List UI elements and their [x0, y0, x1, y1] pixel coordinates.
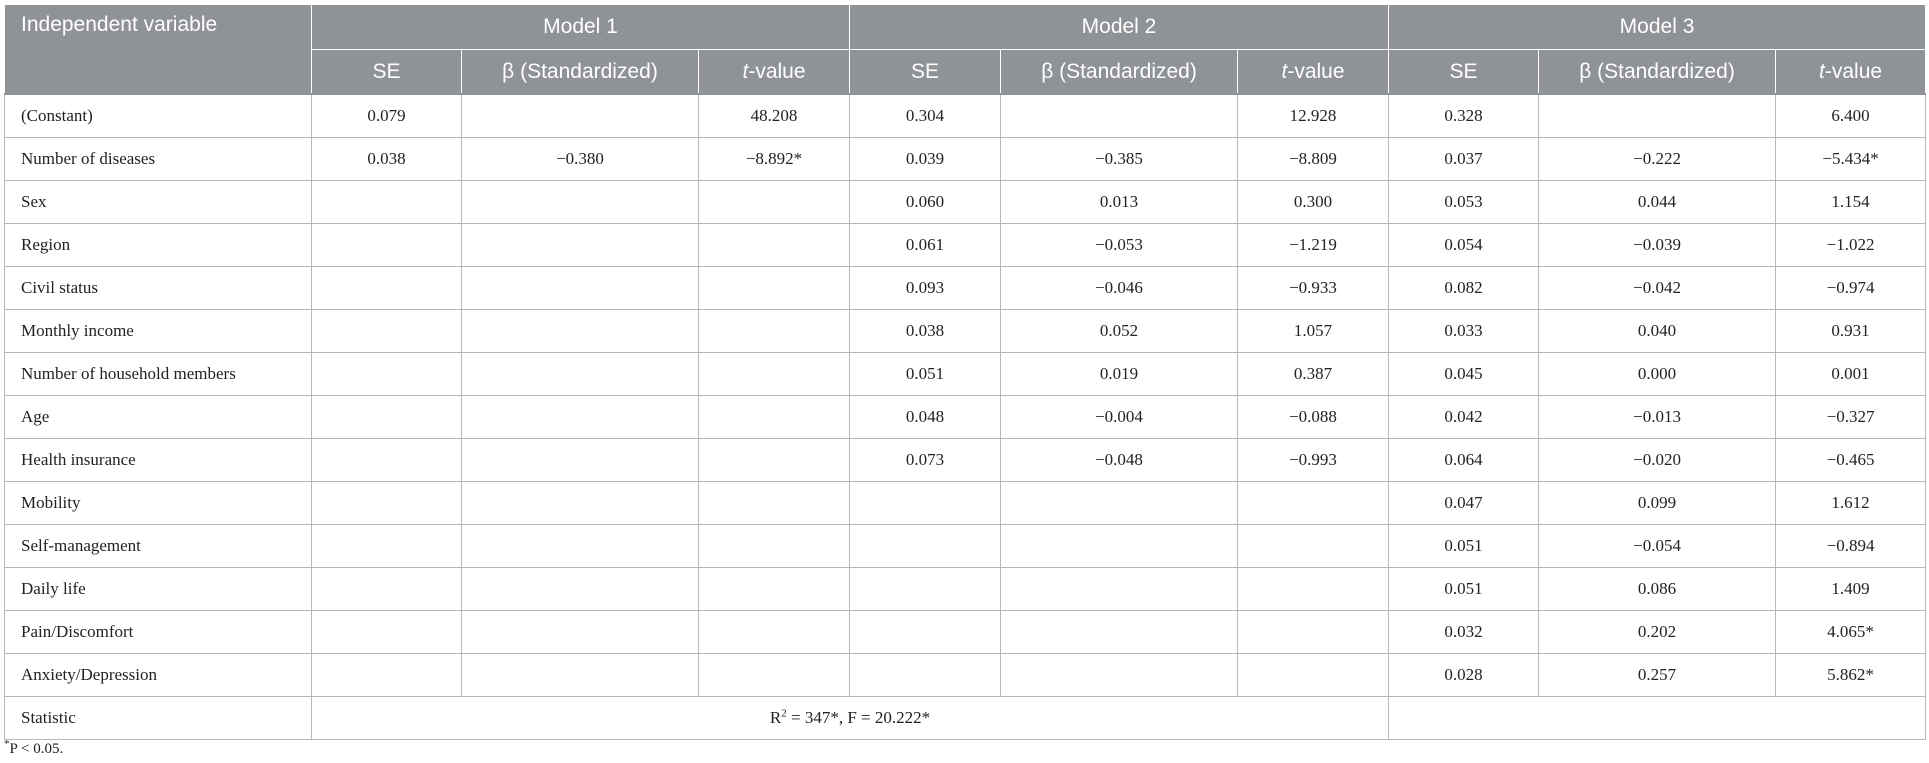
table-cell: [312, 482, 462, 525]
table-cell: 4.065*: [1776, 611, 1926, 654]
table-cell: −0.053: [1001, 224, 1238, 267]
statistic-r-superscript: 2: [781, 707, 787, 720]
table-cell: 0.028: [1389, 654, 1539, 697]
table-cell: 0.064: [1389, 439, 1539, 482]
table-cell: 0.060: [850, 181, 1001, 224]
table-cell: [699, 568, 850, 611]
row-label: Monthly income: [5, 310, 312, 353]
subheader-se: SE: [1389, 50, 1539, 95]
table-cell: 0.931: [1776, 310, 1926, 353]
table-cell: [699, 353, 850, 396]
table-cell: [1001, 525, 1238, 568]
row-label: Sex: [5, 181, 312, 224]
table-cell: [462, 267, 699, 310]
table-cell: [699, 310, 850, 353]
table-cell: 0.052: [1001, 310, 1238, 353]
table-cell: −0.039: [1539, 224, 1776, 267]
table-cell: [462, 353, 699, 396]
table-cell: 0.040: [1539, 310, 1776, 353]
table-body: [5, 94, 1926, 740]
table-cell: −1.219: [1238, 224, 1389, 267]
table-cell: [462, 482, 699, 525]
table-cell: −0.465: [1776, 439, 1926, 482]
table-cell: [462, 396, 699, 439]
table-row: [5, 482, 1926, 525]
table-cell: 0.000: [1539, 353, 1776, 396]
table-row: [5, 181, 1926, 224]
table-cell: 0.387: [1238, 353, 1389, 396]
table-cell: −0.974: [1776, 267, 1926, 310]
table-cell: [699, 224, 850, 267]
subheader-t-rest: -value: [1287, 59, 1345, 83]
row-label: Self-management: [5, 525, 312, 568]
table-cell: 0.001: [1776, 353, 1926, 396]
table-row: [5, 568, 1926, 611]
row-label: Number of household members: [5, 353, 312, 396]
table-cell: 0.051: [1389, 525, 1539, 568]
table-cell: −0.385: [1001, 138, 1238, 181]
table-cell: −8.809: [1238, 138, 1389, 181]
table-row: [5, 611, 1926, 654]
table-cell: −0.046: [1001, 267, 1238, 310]
table-cell: [462, 525, 699, 568]
header-model-3: Model 3: [1389, 5, 1926, 50]
subheader-se: SE: [850, 50, 1001, 95]
table-cell: 0.099: [1539, 482, 1776, 525]
table-cell: 0.079: [312, 94, 462, 138]
table-cell: [699, 396, 850, 439]
header-model-2: Model 2: [850, 5, 1389, 50]
subheader-beta: β (Standardized): [1001, 50, 1238, 95]
table-cell: [699, 611, 850, 654]
table-cell: −0.380: [462, 138, 699, 181]
regression-table: [4, 4, 1926, 740]
table-cell: [1238, 611, 1389, 654]
row-label: Region: [5, 224, 312, 267]
footnote: [4, 738, 64, 758]
table-cell: [462, 310, 699, 353]
table-cell: [312, 439, 462, 482]
table-cell: [699, 654, 850, 697]
table-cell: 1.612: [1776, 482, 1926, 525]
subheader-se: SE: [312, 50, 462, 95]
table-cell: 6.400: [1776, 94, 1926, 138]
table-cell: [699, 439, 850, 482]
table-row: [5, 396, 1926, 439]
subheader-t-value: [1776, 50, 1926, 95]
subheader-t-italic: t: [1281, 59, 1288, 83]
table-cell: [850, 654, 1001, 697]
table-cell: 0.042: [1389, 396, 1539, 439]
statistic-r: R: [769, 708, 782, 727]
table-cell: 0.300: [1238, 181, 1389, 224]
table-cell: 1.057: [1238, 310, 1389, 353]
table-cell: [699, 525, 850, 568]
table-cell: 5.862*: [1776, 654, 1926, 697]
statistic-value: [312, 697, 1389, 740]
table-cell: [1238, 525, 1389, 568]
table-cell: [312, 224, 462, 267]
table-cell: −0.042: [1539, 267, 1776, 310]
row-label: Number of diseases: [5, 138, 312, 181]
table-cell: 0.013: [1001, 181, 1238, 224]
subheader-t-rest: -value: [1824, 59, 1883, 83]
table-cell: [462, 611, 699, 654]
subheader-t-rest: -value: [748, 59, 806, 83]
row-label: Civil status: [5, 267, 312, 310]
table-cell: [312, 181, 462, 224]
table-row: [5, 94, 1926, 138]
table-cell: 0.045: [1389, 353, 1539, 396]
table-row: [5, 525, 1926, 568]
table-cell: 0.047: [1389, 482, 1539, 525]
table-cell: [699, 181, 850, 224]
table-cell: −0.933: [1238, 267, 1389, 310]
table-cell: [1001, 482, 1238, 525]
statistic-label: Statistic: [5, 697, 312, 740]
table-cell: 0.304: [850, 94, 1001, 138]
table-cell: [850, 568, 1001, 611]
statistic-row: [5, 697, 1926, 740]
table-cell: 0.202: [1539, 611, 1776, 654]
table-cell: [462, 181, 699, 224]
table-cell: [850, 482, 1001, 525]
table-cell: −8.892*: [699, 138, 850, 181]
table-cell: 0.086: [1539, 568, 1776, 611]
table-row: [5, 439, 1926, 482]
table-cell: 0.038: [850, 310, 1001, 353]
table-cell: [1001, 654, 1238, 697]
subheader-t-value: [1238, 50, 1389, 95]
table-cell: 48.208: [699, 94, 850, 138]
table-cell: 0.044: [1539, 181, 1776, 224]
table-cell: 0.073: [850, 439, 1001, 482]
table-cell: 0.051: [1389, 568, 1539, 611]
table-cell: 0.257: [1539, 654, 1776, 697]
table-cell: [1238, 568, 1389, 611]
table-cell: −0.088: [1238, 396, 1389, 439]
table-cell: 0.328: [1389, 94, 1539, 138]
table-cell: [462, 224, 699, 267]
table-cell: 0.033: [1389, 310, 1539, 353]
table-cell: 0.039: [850, 138, 1001, 181]
table-cell: −0.222: [1539, 138, 1776, 181]
header-model-1: Model 1: [312, 5, 850, 50]
regression-table-container: [4, 4, 1925, 740]
table-cell: 0.061: [850, 224, 1001, 267]
table-cell: 1.409: [1776, 568, 1926, 611]
table-cell: −0.013: [1539, 396, 1776, 439]
table-cell: [462, 568, 699, 611]
table-cell: 0.054: [1389, 224, 1539, 267]
footnote-marker: *: [4, 738, 10, 750]
table-cell: [699, 267, 850, 310]
table-cell: 0.082: [1389, 267, 1539, 310]
row-label: Pain/Discomfort: [5, 611, 312, 654]
table-row: [5, 353, 1926, 396]
table-cell: [312, 525, 462, 568]
header-independent-variable: Independent variable: [5, 5, 312, 95]
table-cell: [1238, 654, 1389, 697]
table-cell: 0.038: [312, 138, 462, 181]
table-cell: [699, 482, 850, 525]
table-cell: [1001, 94, 1238, 138]
subheader-t-italic: t: [742, 59, 749, 83]
table-cell: 0.053: [1389, 181, 1539, 224]
table-cell: [312, 568, 462, 611]
row-label: Mobility: [5, 482, 312, 525]
table-row: [5, 267, 1926, 310]
table-cell: [850, 525, 1001, 568]
table-cell: 0.037: [1389, 138, 1539, 181]
subheader-beta: β (Standardized): [1539, 50, 1776, 95]
table-cell: 0.019: [1001, 353, 1238, 396]
table-cell: 12.928: [1238, 94, 1389, 138]
table-cell: −0.894: [1776, 525, 1926, 568]
table-cell: [1001, 568, 1238, 611]
table-row: [5, 138, 1926, 181]
table-cell: [312, 353, 462, 396]
row-label: Health insurance: [5, 439, 312, 482]
table-cell: [312, 654, 462, 697]
table-cell: −1.022: [1776, 224, 1926, 267]
row-label: Daily life: [5, 568, 312, 611]
table-cell: [312, 611, 462, 654]
table-cell: −0.004: [1001, 396, 1238, 439]
table-row: [5, 310, 1926, 353]
footnote-text: P < 0.05.: [9, 741, 64, 757]
row-label: Age: [5, 396, 312, 439]
table-cell: 0.093: [850, 267, 1001, 310]
subheader-t-value: [699, 50, 850, 95]
subheader-t-italic: t: [1819, 59, 1825, 83]
table-cell: [312, 396, 462, 439]
subheader-beta: β (Standardized): [462, 50, 699, 95]
table-cell: 0.051: [850, 353, 1001, 396]
table-cell: [850, 611, 1001, 654]
table-row: [5, 654, 1926, 697]
table-cell: [1238, 482, 1389, 525]
table-cell: −0.054: [1539, 525, 1776, 568]
table-cell: [312, 267, 462, 310]
statistic-rest: = 347*, F = 20.222*: [786, 708, 931, 727]
statistic-empty: [1389, 697, 1926, 740]
table-cell: 1.154: [1776, 181, 1926, 224]
table-row: [5, 224, 1926, 267]
table-cell: [312, 310, 462, 353]
table-cell: [462, 654, 699, 697]
table-cell: 0.048: [850, 396, 1001, 439]
table-cell: −0.020: [1539, 439, 1776, 482]
table-cell: −0.327: [1776, 396, 1926, 439]
table-cell: 0.032: [1389, 611, 1539, 654]
table-header: [5, 5, 1926, 95]
table-cell: [1001, 611, 1238, 654]
table-cell: −0.993: [1238, 439, 1389, 482]
row-label: Anxiety/Depression: [5, 654, 312, 697]
table-cell: [1539, 94, 1776, 138]
row-label: (Constant): [5, 94, 312, 138]
table-cell: −5.434*: [1776, 138, 1926, 181]
table-cell: [462, 94, 699, 138]
table-cell: −0.048: [1001, 439, 1238, 482]
table-cell: [462, 439, 699, 482]
